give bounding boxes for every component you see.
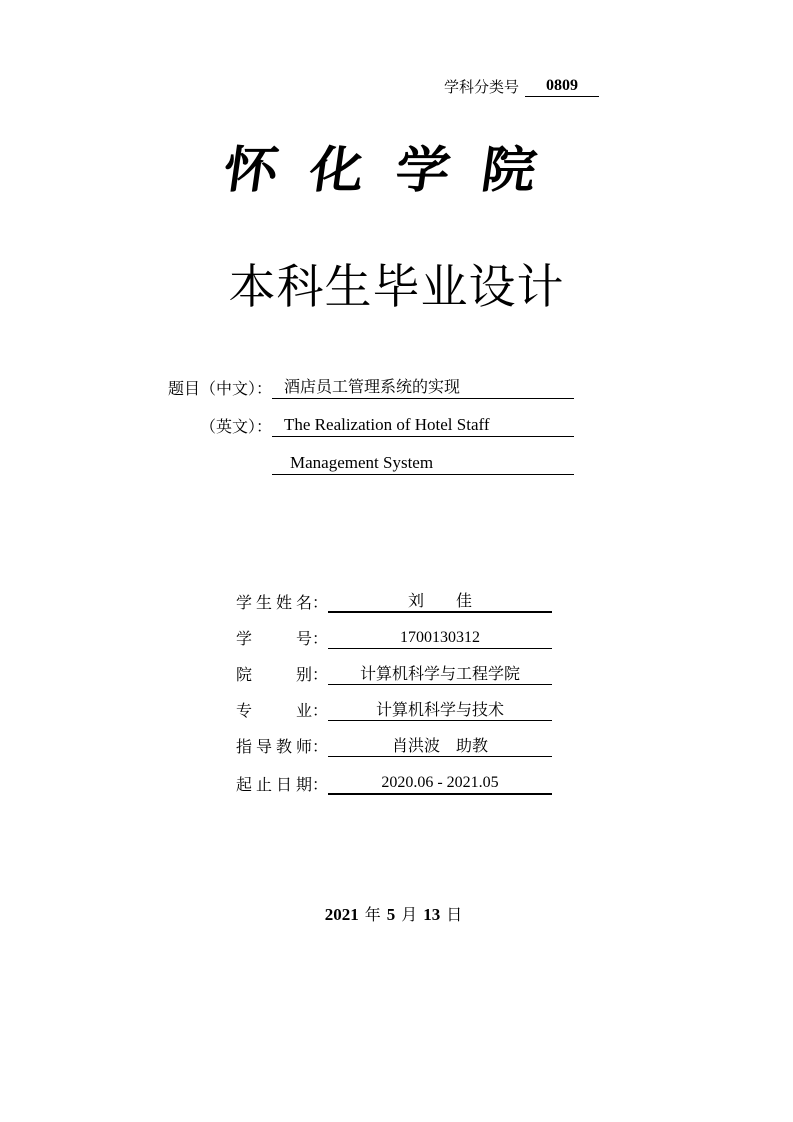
advisor-label-char: 指 (236, 737, 253, 756)
logo-char-4: 院 (477, 140, 573, 200)
date-month-unit: 月 (401, 905, 418, 924)
logo-char-3: 学 (391, 140, 487, 200)
topic-en-value-line1: The Realization of Hotel Staff (272, 414, 574, 437)
student-id-label-char: 号： (295, 629, 328, 648)
department-value: 计算机科学与工程学院 (328, 663, 552, 685)
logo-char-2: 化 (305, 140, 401, 200)
date-month: 5 (386, 905, 396, 924)
topic-cn-row (150, 376, 574, 399)
submission-date (0, 902, 793, 925)
date-day: 13 (423, 905, 441, 924)
advisor-label-char: 师： (295, 737, 328, 756)
college-logo (0, 128, 793, 205)
advisor-label-char: 导 (255, 737, 272, 756)
topic-en-row-1 (150, 414, 574, 437)
name-value: 刘 佳 (328, 590, 552, 613)
name-label-char: 姓 (275, 593, 292, 612)
period-label-char: 起 (236, 775, 253, 794)
topic-cn-label: 题目（中文）： (167, 379, 272, 398)
main-title: 本科生毕业设计 (228, 260, 565, 315)
name-label-char: 学 (236, 593, 253, 612)
major-value: 计算机科学与技术 (328, 699, 552, 721)
classification-label: 学科分类号 (444, 78, 520, 96)
info-row-student-id (236, 626, 552, 649)
topic-en-value-line2: Management System (272, 452, 574, 475)
info-row-advisor (236, 734, 552, 757)
topic-cn-value: 酒店员工管理系统的实现 (272, 376, 574, 399)
student-id-label-char: 学 (236, 629, 253, 648)
student-id-value: 1700130312 (328, 627, 552, 649)
info-row-department (236, 662, 552, 685)
classification-number (444, 76, 599, 97)
date-day-unit: 日 (446, 905, 463, 924)
info-row-period (236, 772, 552, 795)
classification-value: 0809 (525, 76, 599, 97)
period-label-char: 日 (275, 775, 292, 794)
student-id-label (236, 626, 328, 649)
advisor-value: 肖洪波 助教 (328, 735, 552, 757)
department-label-char: 院 (236, 665, 253, 684)
date-year: 2021 (324, 905, 359, 924)
major-label-char: 专 (236, 701, 253, 720)
department-label (236, 662, 328, 685)
topic-en-label: （英文）： (199, 417, 272, 436)
advisor-label (236, 734, 328, 757)
period-value: 2020.06 - 2021.05 (328, 772, 552, 795)
date-year-unit: 年 (364, 905, 381, 924)
major-label (236, 698, 328, 721)
info-row-name (236, 590, 552, 613)
department-label-char: 别： (295, 665, 328, 684)
name-label-char: 生 (255, 593, 272, 612)
logo-char-1: 怀 (219, 140, 315, 200)
topic-en-row-2 (150, 452, 574, 475)
period-label-char: 止 (255, 775, 272, 794)
major-label-char: 业： (295, 701, 328, 720)
name-label-char: 名： (295, 593, 328, 612)
info-row-major (236, 698, 552, 721)
name-label (236, 590, 328, 613)
period-label (236, 772, 328, 795)
advisor-label-char: 教 (275, 737, 292, 756)
period-label-char: 期： (295, 775, 328, 794)
